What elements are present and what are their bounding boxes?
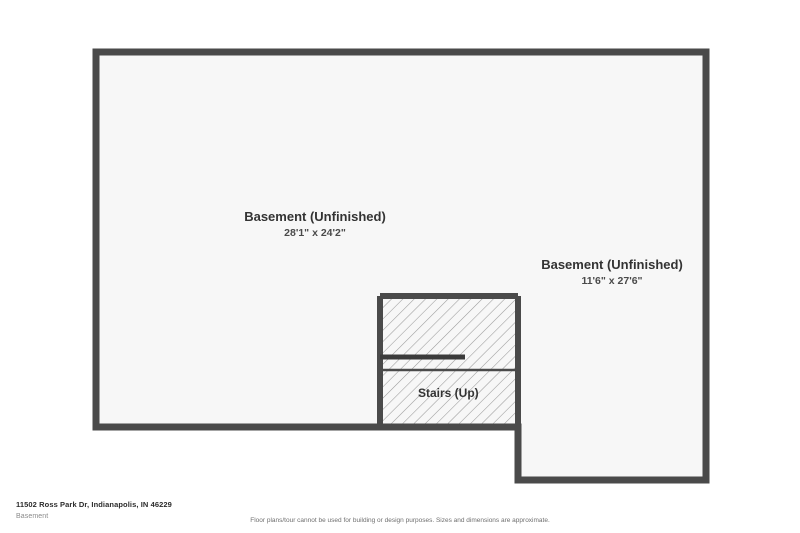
room-name: Basement (Unfinished): [244, 209, 386, 224]
stairs-label: Stairs (Up): [418, 386, 479, 400]
footer-plan-title: Basement: [16, 513, 49, 520]
footer-address: 11502 Ross Park Dr, Indianapolis, IN 46229: [16, 500, 172, 509]
stairs-hatch: [380, 296, 518, 427]
room-label-basement-secondary: [512, 257, 712, 288]
room-label-basement-main: [215, 209, 415, 240]
room-dimensions: 28'1" x 24'2": [284, 227, 346, 240]
room-name: Basement (Unfinished): [541, 257, 683, 272]
footer-disclaimer: Floor plans/tour cannot be used for building or design purposes. Sizes and dimensions are approximate.: [250, 517, 550, 524]
room-dimensions: 11'6" x 27'6": [581, 275, 643, 288]
